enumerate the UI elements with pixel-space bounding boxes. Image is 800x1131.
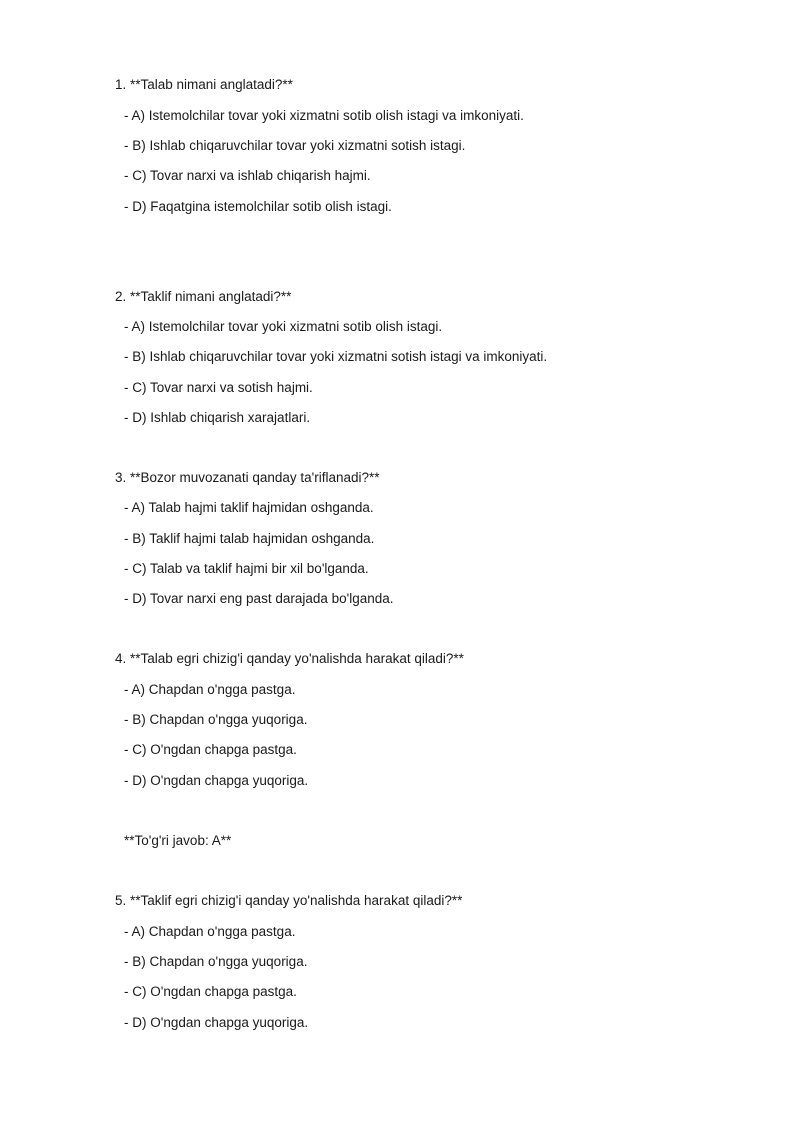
question-2-option-c: - C) Tovar narxi va sotish hajmi. [124, 380, 313, 395]
question-3-option-b: - B) Taklif hajmi talab hajmidan oshganda. [124, 531, 375, 546]
question-4-option-c: - C) O'ngdan chapga pastga. [124, 742, 297, 757]
question-1-option-c: - C) Tovar narxi va ishlab chiqarish hajmi. [124, 168, 371, 183]
question-5-option-a: - A) Chapdan o'ngga pastga. [124, 924, 296, 939]
question-1-option-a: - A) Istemolchilar tovar yoki xizmatni sotib olish istagi va imkoniyati. [124, 108, 524, 123]
question-2-option-b: - B) Ishlab chiqaruvchilar tovar yoki xizmatni sotish istagi va imkoniyati. [124, 349, 548, 364]
question-3-title: 3. **Bozor muvozanati qanday ta'riflanadi?** [115, 470, 380, 485]
question-3-option-d: - D) Tovar narxi eng past darajada bo'lganda. [124, 591, 394, 606]
question-3-option-a: - A) Talab hajmi taklif hajmidan oshganda. [124, 500, 374, 515]
question-5-option-b: - B) Chapdan o'ngga yuqoriga. [124, 954, 308, 969]
question-5-option-d: - D) O'ngdan chapga yuqoriga. [124, 1015, 309, 1030]
question-1-title: 1. **Talab nimani anglatadi?** [115, 77, 293, 92]
question-4-option-d: - D) O'ngdan chapga yuqoriga. [124, 773, 309, 788]
question-1-option-d: - D) Faqatgina istemolchilar sotib olish istagi. [124, 199, 392, 214]
question-1-option-b: - B) Ishlab chiqaruvchilar tovar yoki xizmatni sotish istagi. [124, 138, 466, 153]
question-4-option-a: - A) Chapdan o'ngga pastga. [124, 682, 296, 697]
question-4-option-b: - B) Chapdan o'ngga yuqoriga. [124, 712, 308, 727]
question-5-option-c: - C) O'ngdan chapga pastga. [124, 984, 297, 999]
question-5-title: 5. **Taklif egri chizig'i qanday yo'nalishda harakat qiladi?** [115, 893, 463, 908]
question-2-title: 2. **Taklif nimani anglatadi?** [115, 289, 292, 304]
question-4-title: 4. **Talab egri chizig'i qanday yo'nalishda harakat qiladi?** [115, 651, 464, 666]
question-2-option-d: - D) Ishlab chiqarish xarajatlari. [124, 410, 311, 425]
question-2-option-a: - A) Istemolchilar tovar yoki xizmatni sotib olish istagi. [124, 319, 443, 334]
question-4-answer: **To'g'ri javob: A** [124, 833, 232, 848]
question-3-option-c: - C) Talab va taklif hajmi bir xil bo'lganda. [124, 561, 369, 576]
